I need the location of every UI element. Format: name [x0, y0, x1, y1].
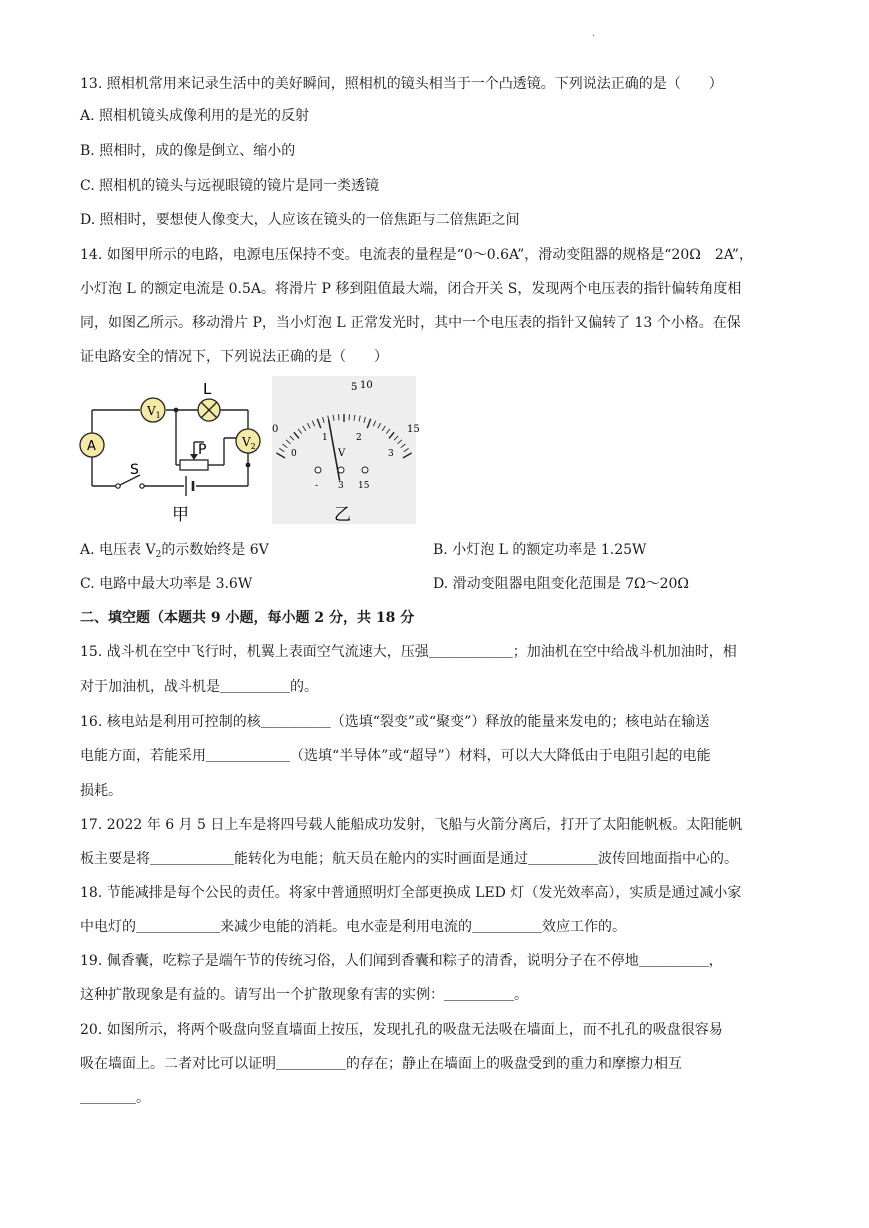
circuit-caption: 甲	[172, 505, 189, 525]
q17-line-2: 板主要是将＿＿＿＿＿＿能转化为电能；航天员在舱内的实时画面是通过＿＿＿＿＿波传回地面指中心的。	[80, 851, 738, 867]
q14-stem-line-1: 14. 如图甲所示的电路，电源电压保持不变。电流表的量程是“0～0.6A”，滑动变阻器的规格是“20Ω 2A”，	[80, 247, 753, 263]
circuit-wires	[92, 410, 248, 486]
q13-option-d: D. 照相时，要想使人像变大，人应该在镜头的一倍焦距与二倍焦距之间	[80, 212, 520, 228]
terminal-15-icon	[362, 467, 368, 473]
dial-inner-1: 1	[322, 433, 328, 443]
q18-line-1: 18. 节能减排是每个公民的责任。将家中普通照明灯全部更换成 LED 灯（发光效率高），实质是通过减小家	[80, 885, 742, 901]
dial-unit: V	[338, 448, 346, 459]
q18-line-2: 中电灯的＿＿＿＿＿＿来减少电能的消耗。电水壶是利用电流的＿＿＿＿＿效应工作的。	[80, 919, 626, 935]
voltmeter-v2-label: $V_2$	[242, 435, 256, 451]
dial-inner-0: 0	[291, 449, 297, 459]
terminal-3-icon	[338, 467, 344, 473]
lamp-label: L	[203, 380, 212, 398]
junction-dot	[174, 408, 179, 413]
q13-stem: 13. 照相机常用来记录生活中的美好瞬间，照相机的镜头相当于一个凸透镜。下列说法正确的是（ ）	[80, 76, 723, 92]
q16-line-2: 电能方面，若能采用＿＿＿＿＿＿（选填“半导体”或“超导”）材料，可以大大降低由于电阻引起的电能	[80, 748, 711, 764]
q14-figure-svg	[80, 374, 418, 526]
ammeter-label: A	[87, 439, 96, 454]
q15-line-2: 对于加油机，战斗机是＿＿＿＿＿的。	[80, 679, 318, 695]
dial-outer-0: 0	[272, 424, 279, 435]
switch-contact	[140, 484, 144, 488]
q15-line-1: 15. 战斗机在空中飞行时，机翼上表面空气流速大，压强＿＿＿＿＿＿；加油机在空中给战斗机加油时，相	[80, 644, 737, 660]
q14-stem-line-3: 同，如图乙所示。移动滑片 P，当小灯泡 L 正常发光时，其中一个电压表的指针又偏转了 13 个小格。在保	[80, 315, 741, 331]
q19-line-2: 这种扩散现象是有益的。请写出一个扩散现象有害的实例：＿＿＿＿＿。	[80, 987, 528, 1003]
q13-option-b: B. 照相时，成的像是倒立、缩小的	[80, 143, 296, 159]
rheostat	[180, 460, 208, 470]
dial-outer-5: 5	[351, 382, 358, 393]
page-dot: .	[592, 28, 596, 39]
section-title: 二、填空题（本题共 9 小题，每小题 2 分，共 18 分	[80, 610, 415, 626]
dial-outer-15: 15	[407, 424, 420, 435]
q20-line-1: 20. 如图所示，将两个吸盘向竖直墙面上按压，发现扎孔的吸盘无法吸在墙面上，而不扎孔的吸盘很容易	[80, 1022, 723, 1038]
q16-line-3: 损耗。	[80, 783, 122, 799]
q14-figure	[80, 374, 418, 526]
slider-label: P	[198, 442, 207, 458]
q14-option-d: D. 滑动变阻器电阻变化范围是 7Ω～20Ω	[433, 576, 690, 592]
q16-line-1: 16. 核电站是利用可控制的核＿＿＿＿＿（选填“裂变”或“聚变”）释放的能量来发电的；核电站在输送	[80, 714, 710, 730]
slider-arrow-icon	[190, 454, 198, 460]
terminal-minus-label: -	[315, 481, 319, 491]
q13-option-c: C. 照相机的镜头与远视眼镜的镜片是同一类透镜	[80, 178, 380, 194]
dial-outer-10: 10	[360, 380, 373, 391]
q14-stem-line-4: 证电路安全的情况下，下列说法正确的是（ ）	[80, 349, 388, 365]
q17-line-1: 17. 2022 年 6 月 5 日上车是将四号载人能船成功发射，飞船与火箭分离后，打开了太阳能帆板。太阳能帆	[80, 817, 743, 833]
q14-stem-line-2: 小灯泡 L 的额定电流是 0.5A。将滑片 P 移到阻值最大端，闭合开关 S，发现两个电压表的指针偏转角度相	[80, 281, 742, 297]
q20-line-3: ＿＿＿＿。	[80, 1090, 150, 1106]
dial-inner-3: 3	[388, 449, 394, 459]
terminal-15-label: 15	[358, 481, 370, 491]
q14-option-b: B. 小灯泡 L 的额定功率是 1.25W	[433, 542, 647, 558]
meter-caption: 乙	[334, 505, 351, 525]
switch-label: S	[130, 462, 139, 478]
terminal-minus-icon	[315, 467, 321, 473]
terminal-3-label: 3	[338, 481, 344, 491]
q14-option-a: A. 电压表 $V_2$的示数始终是 6V	[80, 542, 269, 560]
q14-option-c: C. 电路中最大功率是 3.6W	[80, 576, 253, 592]
q13-option-a: A. 照相机镜头成像利用的是光的反射	[80, 108, 310, 124]
switch-contact	[116, 484, 120, 488]
q20-line-2: 吸在墙面上。二者对比可以证明＿＿＿＿＿的存在；静止在墙面上的吸盘受到的重力和摩擦力相互	[80, 1056, 682, 1072]
voltmeter-v1-label: $V_1$	[147, 404, 161, 420]
q19-line-1: 19. 佩香囊，吃粽子是端午节的传统习俗，人们闻到香囊和粽子的清香，说明分子在不停地＿＿＿＿＿，	[80, 953, 723, 969]
dial-inner-2: 2	[356, 433, 362, 443]
junction-dot	[246, 463, 251, 468]
